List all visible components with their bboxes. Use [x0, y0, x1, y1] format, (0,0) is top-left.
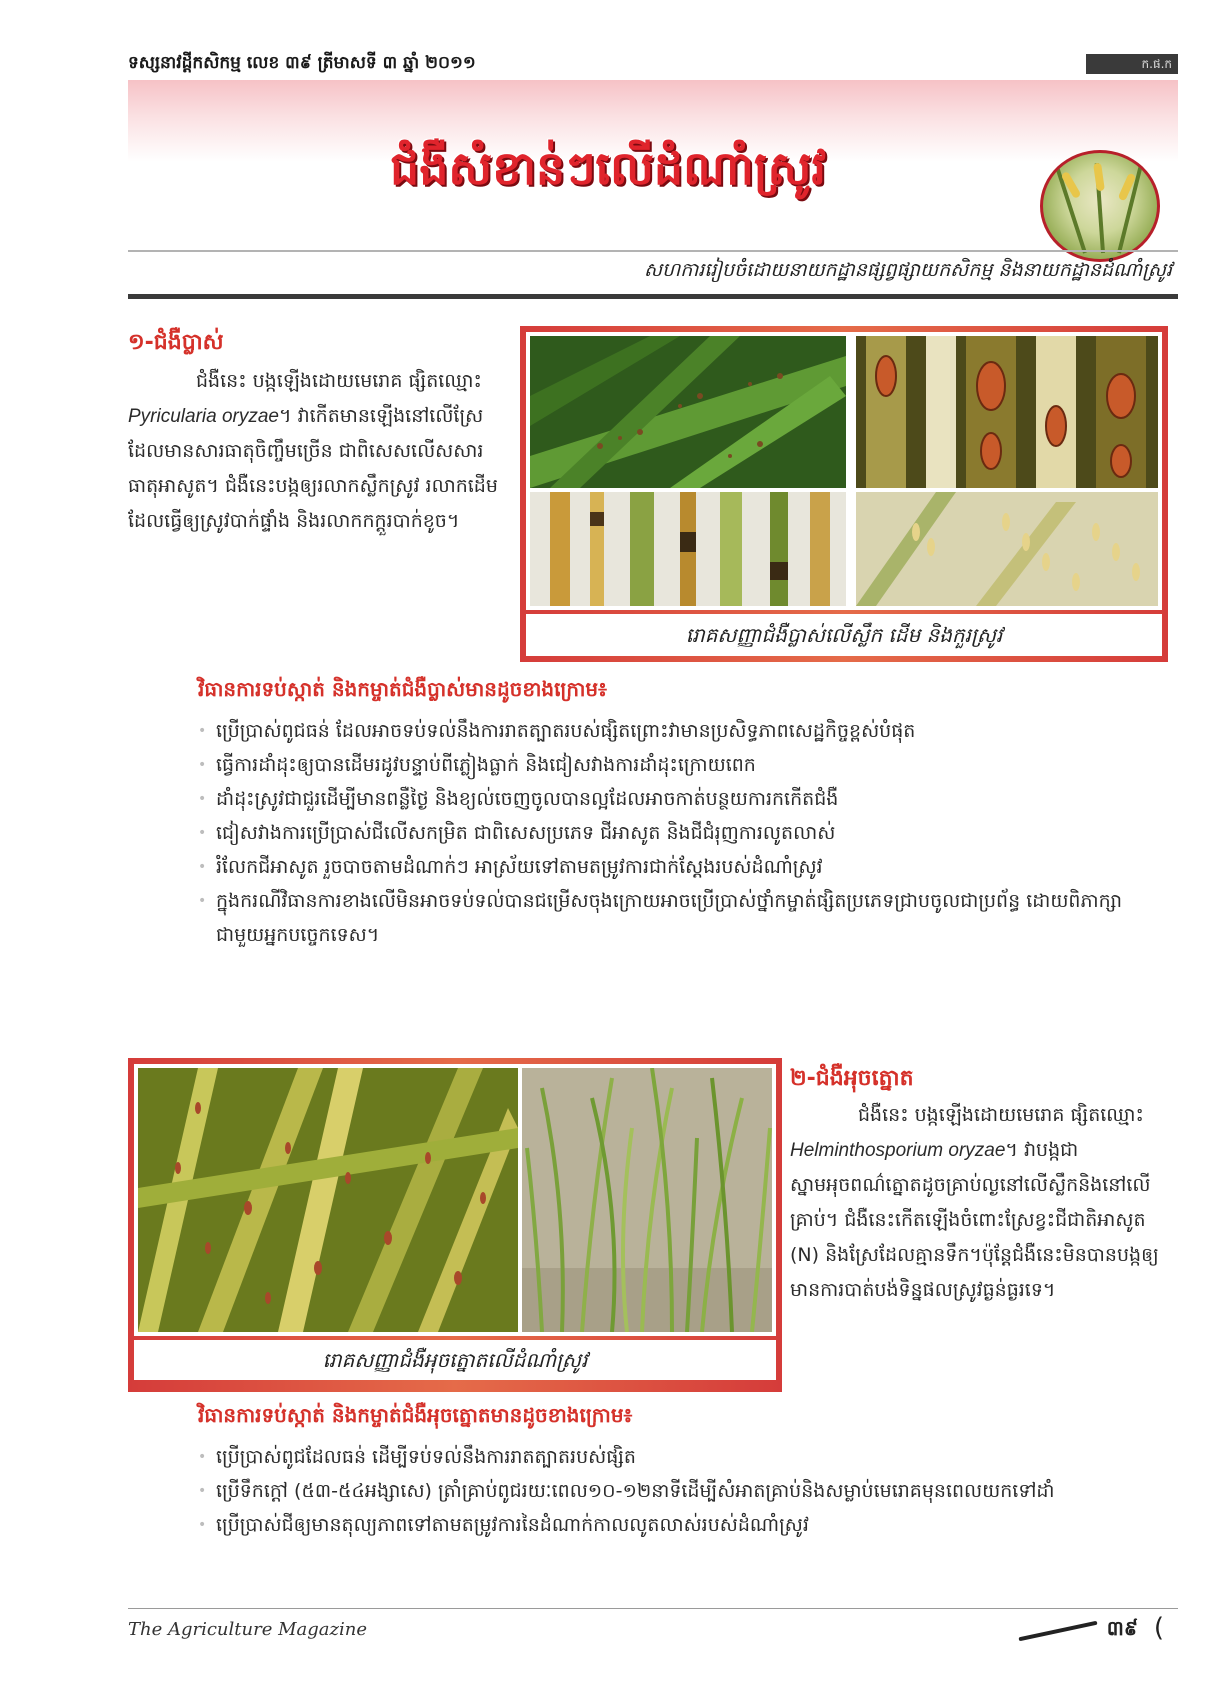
blast-leaf-photo: [530, 336, 846, 488]
section1-heading: ១-ជំងឺប្លាស់: [128, 330, 224, 355]
list-item: • ប្រើប្រាស់ពូជធន់ ដែលអាចទប់ទល់នឹងការរាតត្បាតរបស់ផ្សិតព្រោះវាមានប្រសិទ្ធភាពសេដ្ឋកិច្ចខ្ពស់បំផុត: [196, 714, 1166, 748]
magazine-name: The Agriculture Magazine: [128, 1619, 367, 1640]
section1-intro-b: ។ វាកើតមានឡើងនៅលើស្រែដែលមានសារធាតុចិញ្ចឹមច្រើន ជាពិសេសលើសសារធាតុអាសូត។ ជំងឺនេះបង្កឲ្យរលាកស្លឹកស្រូវ រលាកដើមដែលធ្វើឲ្យស្រូវបាក់ផ្ទាំង និងរលាកកក្តួរបាក់ខូច។: [128, 405, 498, 532]
section2-subheading: វិធានការទប់ស្កាត់ និងកម្ចាត់ជំងឺអុចត្នោតមានដូចខាងក្រោម៖: [198, 1403, 633, 1427]
rice-plant-logo-icon: [1040, 150, 1160, 262]
brown-spot-caption-box: [134, 1340, 776, 1380]
section2-intro: [790, 1098, 1170, 1308]
brown-spot-field-photo: [522, 1068, 772, 1332]
section1-subheading: វិធានការទប់ស្កាត់ និងកម្ចាត់ជំងឺប្លាស់មានដូចខាងក្រោម៖: [198, 677, 607, 701]
swoosh-icon: [1018, 1621, 1097, 1642]
brown-spot-photo-panel: [128, 1058, 782, 1392]
blast-panicle-photo: [856, 492, 1158, 606]
section2-heading: ២-ជំងឺអុចត្នោត: [790, 1066, 914, 1091]
section2-intro-b: ។ វាបង្កជាស្នាមអុចពណ៌ត្នោតដូចគ្រាប់ល្ងនៅលើស្លឹកនិងនៅលើគ្រាប់។ ជំងឺនេះកើតឡើងចំពោះស្រែខ្វះជីជាតិអាសូត (N) និងស្រែដែលគ្មានទឹក។ប៉ុន្តែជំងឺនេះមិនបានបង្កឲ្យមានការបាត់បង់ទិន្នផលស្រូវធ្ងន់ធ្ងរទេ។: [790, 1139, 1159, 1301]
running-header: [128, 52, 1178, 78]
issue-info: ទស្សនាវដ្តីកសិកម្ម លេខ ៣៩ ត្រីមាសទី ៣ ឆ្នាំ ២០១១: [128, 53, 476, 73]
page-footer: [128, 1608, 1178, 1649]
blast-caption: រោគសញ្ញាជំងឺប្លាស់លើស្លឹក ដើម និងកួរស្រូវ: [685, 623, 1003, 647]
blast-photo-panel: [520, 326, 1168, 662]
list-item: • ប្រើប្រាស់ជីឲ្យមានតុល្យភាពទៅតាមតម្រូវការនៃដំណាក់កាលលូតលាស់របស់ដំណាំស្រូវ: [196, 1508, 1166, 1542]
byline: សហការរៀបចំដោយនាយកដ្ឋានផ្សព្វផ្សាយកសិកម្ម និងនាយកដ្ឋានដំណាំស្រូវ: [644, 259, 1172, 281]
title-banner: [128, 80, 1178, 250]
list-item: • ក្នុងករណីវិធានការខាងលើមិនអាចទប់ទល់បានជម្រើសចុងក្រោយអាចប្រើប្រាស់ថ្នាំកម្ចាត់ផ្សិតប្រភេទជ្រាបចូលជាប្រព័ន្ធ ដោយពិភាក្សាជាមួយអ្នកបច្ចេកទេស។: [196, 884, 1166, 952]
blast-caption-box: [526, 614, 1162, 656]
section-code: ក.ផ.ក: [1086, 54, 1178, 74]
bracket-icon: (: [1153, 1613, 1164, 1643]
page-title: ជំងឺសំខាន់ៗលើដំណាំស្រូវ: [390, 141, 826, 195]
section2-intro-a: ជំងឺនេះ បង្កឡើងដោយមេរោគ ផ្សិតឈ្មោះ: [858, 1104, 1144, 1126]
list-item: • ប្រើទឹកក្តៅ (៥៣-៥៤អង្សាសេ) ត្រាំគ្រាប់ពូជរយៈពេល១០-១២នាទីដើម្បីសំអាតគ្រាប់និងសម្លាប់មេរោគមុនពេលយកទៅដាំ: [196, 1474, 1166, 1508]
list-item: • ធ្វើការដាំដុះឲ្យបានដើមរដូវបន្ទាប់ពីភ្លៀងធ្លាក់ និងជៀសវាងការដាំដុះក្រោយពេក: [196, 748, 1166, 782]
page-number: ៣៩: [1106, 1616, 1138, 1640]
brown-spot-caption: រោគសញ្ញាជំងឺអុចត្នោតលើដំណាំស្រូវ: [322, 1348, 588, 1372]
section2-pathogen: Helminthosporium oryzae: [790, 1140, 1006, 1161]
section1-intro-a: ជំងឺនេះ បង្កឡើងដោយមេរោគ ផ្សិតឈ្មោះ: [196, 370, 482, 392]
brown-spot-leaf-photo: [138, 1068, 518, 1332]
section1-intro: [128, 364, 498, 539]
section1-pathogen: Pyricularia oryzae: [128, 406, 279, 427]
list-item: • ប្រើប្រាស់ពូជដែលធន់ ដើម្បីទប់ទល់នឹងការរាតត្បាតរបស់ផ្សិត: [196, 1440, 1166, 1474]
blast-lesion-photo: [856, 336, 1158, 488]
list-item: • ជៀសវាងការប្រើប្រាស់ជីលើសកម្រិត ជាពិសេសប្រភេទ ជីអាសូត និងជីជំរុញការលូតលាស់: [196, 816, 1166, 850]
list-item: • ដាំដុះស្រូវជាជួរដើម្បីមានពន្លឺថ្ងៃ និងខ្យល់ចេញចូលបានល្អដែលអាចកាត់បន្ថយការកកើតជំងឺ: [196, 782, 1166, 816]
byline-bar: [128, 250, 1178, 299]
section1-measures-list: [196, 714, 1166, 952]
blast-stem-photo: [530, 492, 846, 606]
list-item: • រំលែកជីអាសូត រួចបាចតាមដំណាក់ៗ អាស្រ័យទៅតាមតម្រូវការជាក់ស្តែងរបស់ដំណាំស្រូវ: [196, 850, 1166, 884]
section2-measures-list: [196, 1440, 1166, 1542]
